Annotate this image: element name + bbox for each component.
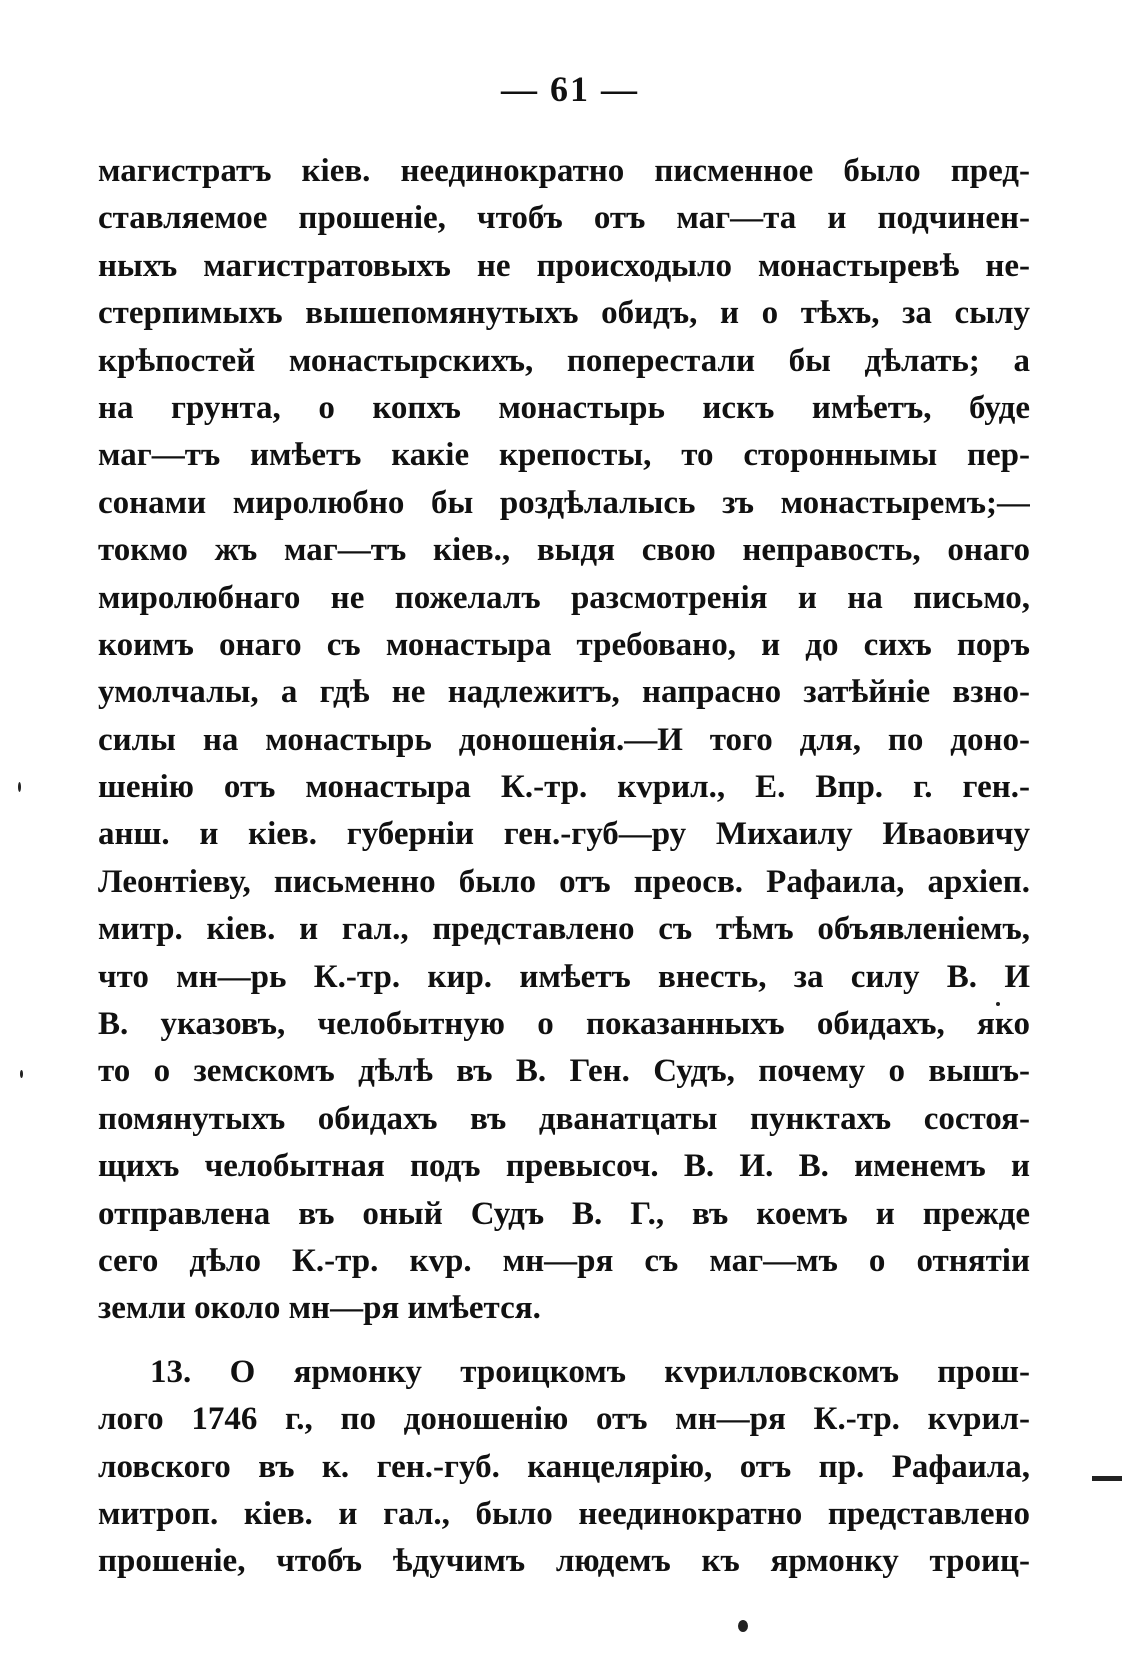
- text-line: помянутыхъ обидахъ въ дванатцаты пунктахъ состоя-: [98, 1100, 1030, 1137]
- paragraph: [98, 148, 1030, 1333]
- text-line: 13. О ярмонку троицкомъ кvрилловскомъ прош-: [150, 1353, 1030, 1390]
- scan-mark: [1092, 1476, 1122, 1481]
- body-text: [98, 148, 1030, 1586]
- scan-speck: [738, 1620, 748, 1632]
- text-line: умолчалы, а гдѣ не надлежитъ, напрасно затѣйніе взно-: [98, 674, 1030, 711]
- scan-speck: [996, 1002, 1000, 1006]
- text-line: силы на монастырь доношенія.—И того для, по доно-: [98, 721, 1030, 758]
- text-line: что мн—рь К.-тр. кир. имѣетъ внесть, за силу В. И: [98, 958, 1030, 995]
- text-line: В. указовъ, челобытную о показанныхъ обидахъ, яко: [98, 1006, 1030, 1043]
- page-number: — 61 —: [501, 69, 639, 109]
- text-line: ловского въ к. ген.-губ. канцелярію, отъ пр. Рафаила,: [98, 1448, 1030, 1485]
- text-line: маг—тъ имѣетъ какіе крепосты, то стороннымы пер-: [98, 437, 1030, 474]
- text-line: магистратъ кіев. неединократно писменное было пред-: [98, 153, 1030, 189]
- text-line: отправлена въ оный Судъ В. Г., въ коемъ и прежде: [98, 1195, 1030, 1232]
- text-line: земли около мн—ря имѣется.: [98, 1290, 541, 1327]
- text-line: токмо жъ маг—тъ кіев., выдя свою неправость, онаго: [98, 532, 1030, 569]
- text-line: сего дѣло К.-тр. кvр. мн—ря съ маг—мъ о отнятіи: [98, 1242, 1030, 1279]
- text-line: митроп. кіев. и гал., было неединократно представлено: [98, 1495, 1030, 1532]
- text-line: шенію отъ монастыра К.-тр. кvрил., Е. Впр. г. ген.-: [98, 769, 1030, 806]
- paragraph: [98, 1349, 1030, 1586]
- text-line: то о земскомъ дѣлѣ въ В. Ген. Судъ, почему о вышъ-: [98, 1053, 1030, 1090]
- text-line: крѣпостей монастырскихъ, поперестали бы дѣлать; а: [98, 342, 1030, 379]
- text-line: коимъ онаго съ монастыра требовано, и до сихъ поръ: [98, 626, 1030, 663]
- text-line: на грунта, о копхъ монастырь искъ имѣетъ, буде: [98, 389, 1030, 426]
- text-line: ныхъ магистратовыхъ не происходыло монастыревѣ не-: [98, 247, 1030, 284]
- text-line: сонами миролюбно бы роздѣлалысь зъ монастыремъ;—: [98, 484, 1030, 521]
- text-line: митр. кіев. и гал., представлено съ тѣмъ объявленіемъ,: [98, 911, 1030, 948]
- text-line: ставляемое прошеніе, чтобъ отъ маг—та и подчинен-: [98, 200, 1030, 237]
- text-line: щихъ челобытная подъ превысоч. В. И. В. именемъ и: [98, 1148, 1030, 1185]
- text-line: лого 1746 г., по доношенію отъ мн—ря К.-тр. кvрил-: [98, 1401, 1030, 1438]
- text-line: прошеніе, чтобъ ѣдучимъ людемъ къ ярмонку троиц-: [98, 1543, 1030, 1580]
- text-line: стерпимыхъ вышепомянутыхъ обидъ, и о тѣхъ, за сылу: [98, 295, 1030, 332]
- text-line: миролюбнаго не пожелалъ разсмотренія и на письмо,: [98, 579, 1030, 616]
- text-line: анш. и кіев. губерніи ген.-губ—ру Михаилу Иваовичу: [98, 816, 1030, 853]
- paragraph-gap: [98, 1333, 1030, 1349]
- scan-speck: [18, 782, 21, 792]
- scan-speck: [20, 1070, 23, 1078]
- text-line: Леонтіеву, письменно было отъ преосв. Рафаила, архіеп.: [98, 863, 1030, 900]
